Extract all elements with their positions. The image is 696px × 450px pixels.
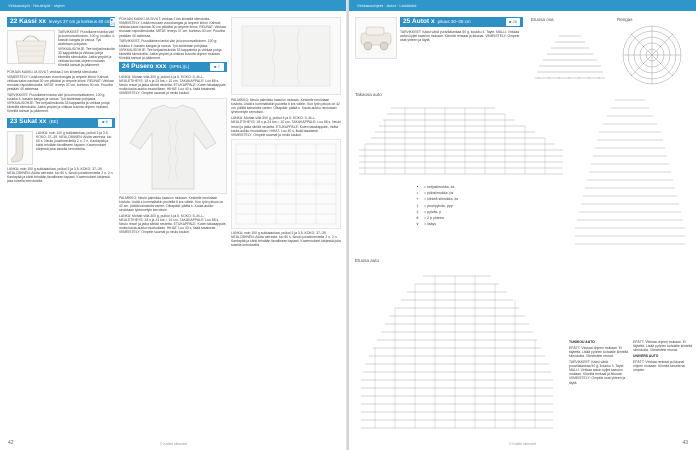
legend-item-1: • = piilosilmukka, ps <box>416 190 454 196</box>
back-car-diagram <box>355 98 567 178</box>
legend-item-5: ≠ = 2 p yhteen <box>416 215 444 221</box>
column3-text-1: PALMIKKO: Neulo palmikko kaavion mukaan. Keskelle neulotaan kuviota. Lisää s kummaltakin puolelta 6 krs välein. Kun työn pituus on 42 cm, päätä kainaloita varten. Olkapäät: päätä s. Kaula-aukko neulotaan lyhennetyin kerroksin. <box>231 98 340 115</box>
right-header-block <box>355 17 523 87</box>
legend-item-6: ∨ = lisäys <box>416 221 437 227</box>
pattern-22-badge: ■ 24 <box>110 17 115 26</box>
tunics-text: EPÄTT: Virkkaa ohjeen mukaan. Ei täytettä. Lisää pyörien kohdalle kiinteitä silmukoita. Viimeistele reunat. <box>569 345 629 359</box>
pattern-24-header <box>119 62 227 72</box>
column3-text-2: LANKA: Mohair-villa 300 g, puikot 4 ja 5. KOKO: S–M–L. NEULETIHEYS: 18 s ja 24 krs = 10 cm. TAKAKAPPALE: Luo 88 s. Neulo resori ja jatka sileää neuletta. ETUKAPPALE: Kuten takakappale, mutta kaula-aukko muotoillaan. HIHAT: Luo 40 s, lisää tasaisesti. VIIMEISTELY: Ompele saumat ja neulo kauluri. <box>231 116 341 137</box>
socks-illustration <box>8 132 32 166</box>
left-page <box>0 0 347 450</box>
pattern-22-materials: TARVIKKEET: Puuvillainen lanka väri ja luonnonvalkoinen, 100 g; koukku 4; kassiin kangas ja vanua. Työ aloitetaan pohjasta. VIRKKAUSOHJE: Tee ketjusilmukoita 33 kappaletta ja virkkaa pohja kiinteillä silmukoilla. Jatka ympäri ja virkkaa kuviota ohjeen mukaan. Kiinnitä kahvat ja päärmeet. <box>58 30 115 68</box>
pattern-24-subtitle: (SPEL)(L) <box>169 63 190 69</box>
right-notes-1 <box>569 340 629 432</box>
right-footer-center: © Kaikki oikeudet <box>508 442 537 446</box>
pattern-25-header <box>400 17 523 27</box>
crochet-chart-front-piece <box>529 24 611 84</box>
front-piece-diagram <box>529 24 611 84</box>
pattern-24-text: LANKA: Mohair-villa 300 g, puikot 4 ja 5. KOKO: S–M–L. NEULETIHEYS: 18 s ja 24 krs = 10 cm. TAKAKAPPALE: Luo 88 s. Neulo resori ja jatka sileää neuletta. ETUKAPPALE: Kuten takakappale, mutta kaula-aukko muotoillaan. HIHAT: Luo 40 s, lisää tasaisesti. VIIMEISTELY: Ompele saumat ja neulo kauluri. <box>119 74 227 96</box>
chart-label-takaosa-auto: Takaosa auto <box>355 92 382 97</box>
left-column-3 <box>231 17 341 427</box>
side-diagram <box>569 96 691 248</box>
legend-item-3: † = puolipylväs, ppp <box>416 202 453 208</box>
pattern-24-body-2: LANKA: Mohair-villa 300 g, puikot 4 ja 5. KOKO: S–M–L. NEULETIHEYS: 18 s ja 24 krs = 10 cm. TAKAKAPPALE: Luo 88 s. Neulo resori ja jatka sileää neuletta. ETUKAPPALE: Kuten takakappale, mutta kaula-aukko muotoillaan. HIHAT: Luo 40 s, lisää tasaisesti. VIIMEISTELY: Ompele saumat ja neulo kauluri. <box>119 213 227 235</box>
pattern-22-subtitle: leveys 37 cm ja korkeus 40 cm <box>48 18 111 24</box>
pattern-23-title: 23 Sukat xx <box>10 118 47 126</box>
column2-text-1: POHJAN KAIKKI JA SIVUT: virkkaa 2 krs kiinteitä silmukoita. VIIMEISTELY: Lisää reunaan vuorokangas ja ompele kiinni. Kahvat: virkkaa kaksi nauhaa 30 cm pitkäksi ja ompele kiinni. REUNAT: Virkkaa reunaan rapusilmukoita. MITAT: leveys 37 cm, korkeus 40 cm. Puuvilla pestään 40 asteessa. <box>119 17 226 38</box>
bag-photo <box>7 30 55 64</box>
notes2-text: EPÄTT: Virkkaa ohjeen mukaan. Ei täytettä. Lisää pyörien kohdalle kiinteitä silmukoita. Viimeistele reunat. <box>633 340 693 353</box>
pattern-23-text: LANKA: noin 100 g sukkalankaa, puikot 3 ja 3,5. KOKO: 37–39. NEULOMINEN: Aloita varresta, luo 60 s. Neulo joustinneuletta 2 o, 2 n. Kantapää ja kärki tehdään tavalliseen tapaan. Kavennukset kärjessä joka toisella kerroksella. <box>36 130 112 152</box>
pattern-23-subtitle: (BE) <box>49 119 59 125</box>
pattern-25-badge: ■ 28 <box>506 18 520 26</box>
pattern-22-body: POHJAN KAIKKI JA SIVUT: virkkaa 2 krs kiinteitä silmukoita. VIIMEISTELY: Lisää reunaan vuorokangas ja ompele kiinni. Kahvat: virkkaa kaksi nauhaa 30 cm pitkäksi ja ompele kiinni. REUNAT: Virkkaa reunaan rapusilmukoita. MITAT: leveys 37 cm, korkeus 40 cm. Puuvilla pestään 40 asteessa. <box>7 70 114 92</box>
sweater-detail-illustration <box>232 18 340 94</box>
pattern-24-badge: ■ 7 <box>210 63 224 71</box>
wheel-diagram <box>613 24 691 86</box>
column3-text-3: LANKA: noin 100 g sukkalankaa, puikot 3 ja 3,5. KOKO: 37–39. NEULOMINEN: Aloita varresta, luo 60 s. Neulo joustinneuletta 2 o, 2 n. Kantapää ja kärki tehdään tavalliseen tapaan. Kavennukset kärjessä joka toisella kerroksella. <box>231 231 341 248</box>
univers-heading: UNIVERS AUTO <box>633 354 659 359</box>
left-top-bar: Virkkaustyöt · Neuletyöt · ohjeet <box>0 0 347 11</box>
front-car-diagram <box>355 264 559 434</box>
crochet-chart-wheel <box>613 24 691 86</box>
column2-text-2: TARVIKKEET: Puuvillainen lanka väri ja luonnonvalkoinen, 100 g; koukku 4; kassiin kangas ja vanua. Työ aloitetaan pohjasta. VIRKKAUSOHJE: Tee ketjusilmukoita 33 kappaletta ja virkkaa pohja kiinteillä silmukoilla. Jatka ympäri ja virkkaa kuviota ohjeen mukaan. Kiinnitä kahvat ja päärmeet. <box>119 39 222 60</box>
sweater-detail-photo <box>231 17 341 95</box>
cars-photo <box>355 17 397 59</box>
pattern-23-text-2: LANKA: noin 100 g sukkalankaa, puikot 3 ja 3,5. KOKO: 37–39. NEULOMINEN: Aloita varresta, luo 60 s. Neulo joustinneuletta 2 o, 2 n. Kantapää ja kärki tehdään tavalliseen tapaan. Kavennukset kärjessä joka toisella kerroksella. <box>7 166 114 184</box>
left-page-number: 42 <box>8 440 14 446</box>
sweater-photo <box>119 98 227 194</box>
legend-item-2: + = kiinteä silmukka, ks <box>416 196 459 202</box>
pattern-24-body: PALMIKKO: Neulo palmikko kaavion mukaan. Keskelle neulotaan kuviota. Lisää s kummaltakin puolelta 6 krs välein. Kun työn pituus on 42 cm, päätä kainaloita varten. Olkapäät: päätä s. Kaula-aukko neulotaan lyhennetyin kerroksin. <box>119 195 224 212</box>
crochet-chart-back-car <box>355 98 567 178</box>
legend-item-0: ∘ = ketjusilmukka, ks <box>416 184 455 189</box>
crochet-chart-side <box>569 96 691 248</box>
pattern-22-title: 22 Kassi xx <box>10 17 46 25</box>
sweater-illustration <box>120 99 226 193</box>
chart-label-etuosa-auto: Etuosa auto <box>355 258 380 263</box>
left-column-2 <box>119 17 227 427</box>
right-notes-2 <box>633 340 693 432</box>
univers-text: EPÄTT: Virkkaa renkaat ja ikkunat ohjeen mukaan. Kiinnitä tarralla tai ompele. <box>633 359 686 373</box>
knitting-chart <box>231 139 341 229</box>
chart-label-etuosa-osa: Etuosa osa <box>531 17 554 22</box>
pattern-25-title: 25 Autot x <box>403 17 435 25</box>
right-page <box>349 0 696 450</box>
right-page-number: 43 <box>682 440 688 446</box>
pattern-23-header <box>7 118 115 128</box>
pattern-22-body-2: TARVIKKEET: Puuvillainen lanka väri ja luonnonvalkoinen, 100 g; koukku 4; kassiin kangas ja vanua. Työ aloitetaan pohjasta. VIRKKAUSOHJE: Tee ketjusilmukoita 33 kappaletta ja virkkaa pohja kiinteillä silmukoilla. Jatka ympäri ja virkkaa kuviota ohjeen mukaan. Kiinnitä kahvat ja päärmeet. <box>7 92 110 114</box>
cable-chart-grid <box>232 140 340 228</box>
pattern-22-header <box>7 17 115 27</box>
symbol-legend <box>413 184 513 227</box>
left-column-1 <box>7 17 115 427</box>
pattern-23-badge: ■ 6 <box>98 119 112 127</box>
chart-label-rengas: Rengas <box>617 17 633 22</box>
crochet-chart-front-car <box>355 264 559 434</box>
pattern-24-title: 24 Pusero xxx <box>122 62 167 70</box>
tunics-text-2: TARVIKKEET: Kaksi väriä puuvillalankaa 50 g, koukku 3. Tayte. MALLI: Virkkaa auton kyljet kaavion mukaan. Kiinnitä renkaat ja ikkunat. VIIMEISTELY: Ompele osat yhteen ja täytä. <box>569 359 626 385</box>
pattern-25-subtitle: pituus 30–38 cm <box>437 18 471 24</box>
left-footer-center: © Kaikki oikeudet <box>159 442 188 446</box>
socks-photo <box>7 131 33 165</box>
bag-photo-illustration <box>8 31 54 65</box>
legend-item-4: ‡ = pylväs, p <box>416 208 442 214</box>
right-top-bar: Virkkausohjeet · Autot · Lisätiedot <box>349 0 696 11</box>
toy-car-illustration <box>356 18 396 60</box>
tunics-heading: TUNIKOU AUTO <box>569 340 595 344</box>
pattern-25-text: TARVIKKEET: Kaksi väriä puuvillalankaa 50 g, koukku 3. Tayte. MALLI: Virkkaa auton kyljet kaavion mukaan. Kiinnitä renkaat ja ikkunat. VIIMEISTELY: Ompele osat yhteen ja täytä. <box>400 30 520 43</box>
